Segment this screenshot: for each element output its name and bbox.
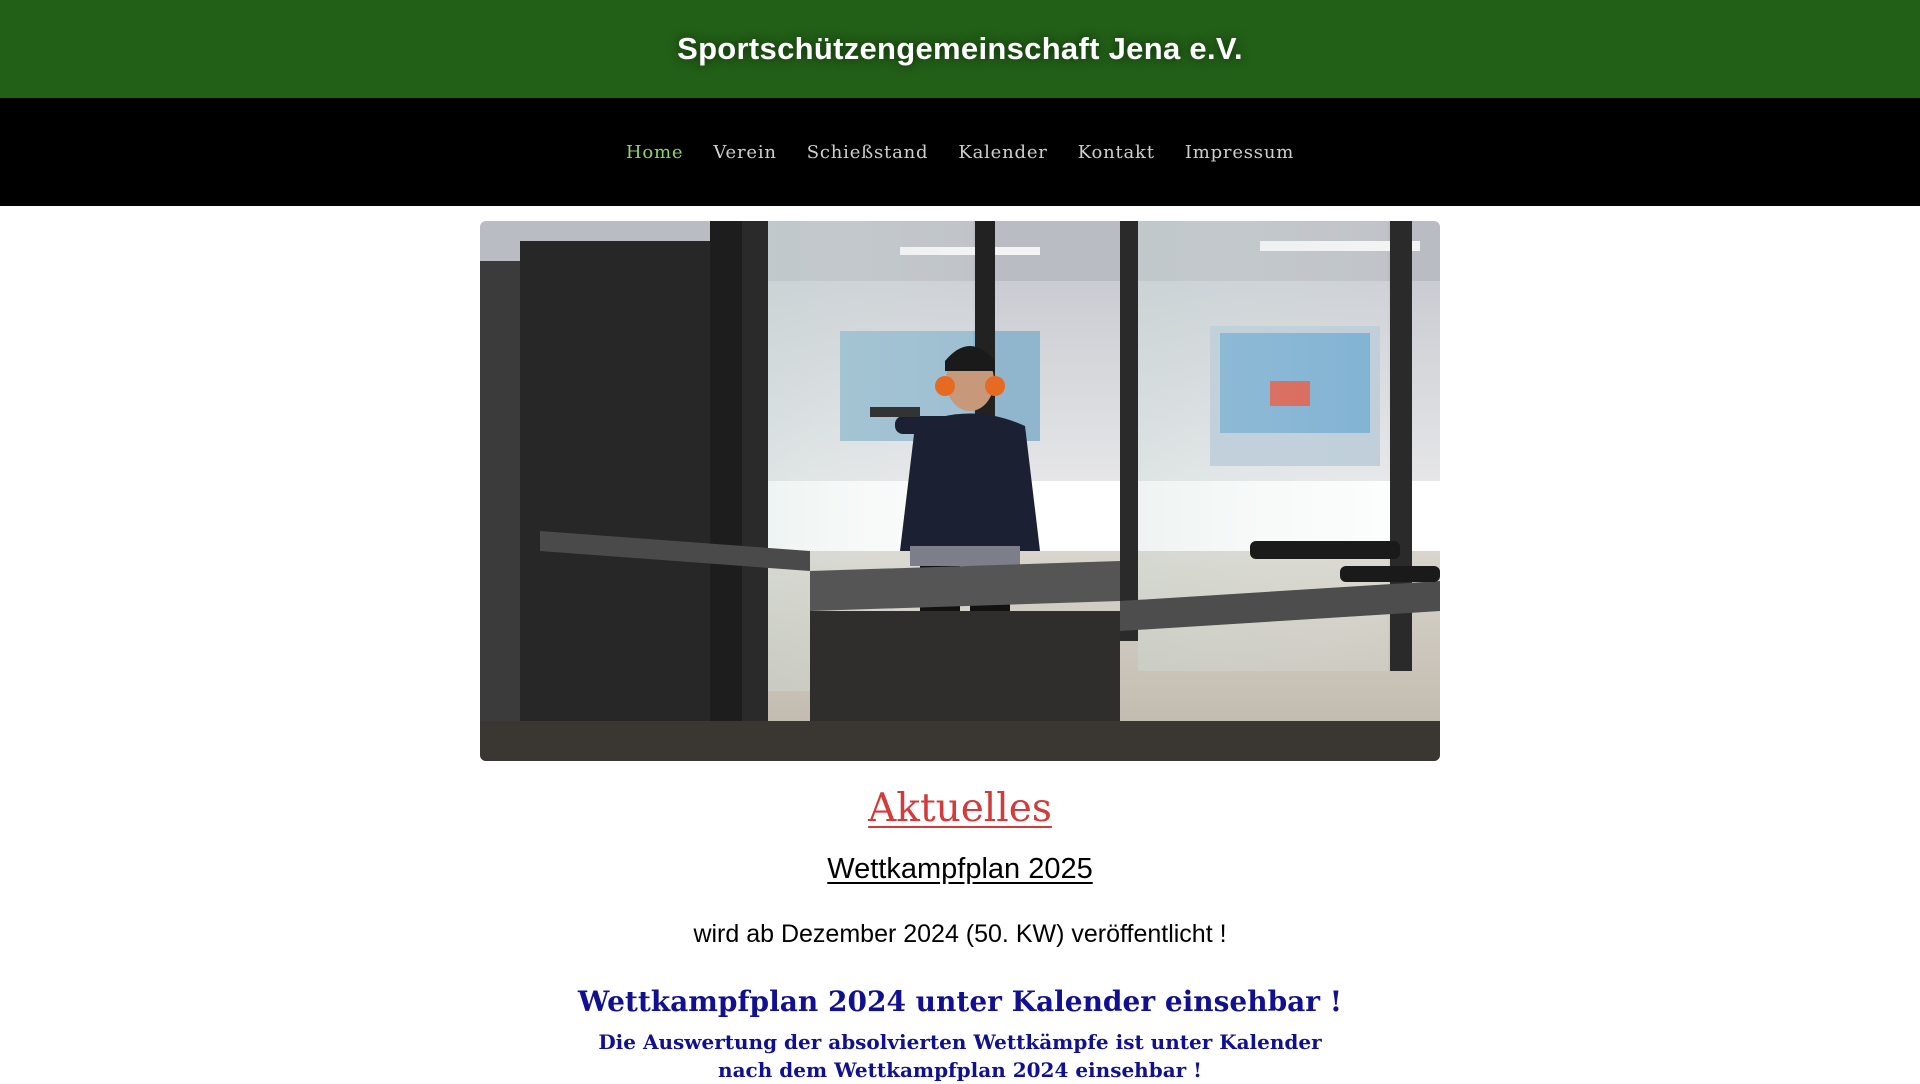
- main-navigation: [0, 98, 1920, 206]
- site-title[interactable]: Sportschützengemeinschaft Jena e.V.: [677, 31, 1243, 66]
- hero-image: [480, 221, 1440, 761]
- nav-schiessstand[interactable]: Schießstand: [806, 141, 929, 163]
- nav-verein[interactable]: Verein: [713, 141, 777, 163]
- evaluation-note: [0, 1028, 1920, 1084]
- plan-2024-note: Wettkampfplan 2024 unter Kalender einsehbar !: [577, 985, 1343, 1018]
- nav-impressum[interactable]: Impressum: [1184, 141, 1295, 163]
- nav-kontakt[interactable]: Kontakt: [1077, 141, 1155, 163]
- news-section: [0, 770, 1920, 1084]
- nav-home[interactable]: Home: [625, 141, 684, 163]
- evaluation-line-2: nach dem Wettkampfplan 2024 einsehbar !: [718, 1058, 1202, 1082]
- plan-2025-title: Wettkampfplan 2025: [827, 853, 1093, 885]
- plan-2025-release: wird ab Dezember 2024 (50. KW) veröffentlicht !: [693, 920, 1227, 948]
- site-header: [0, 0, 1920, 98]
- evaluation-line-1: Die Auswertung der absolvierten Wettkämpfe ist unter Kalender: [598, 1030, 1322, 1054]
- news-heading[interactable]: Aktuelles: [868, 786, 1052, 831]
- nav-kalender[interactable]: Kalender: [958, 141, 1048, 163]
